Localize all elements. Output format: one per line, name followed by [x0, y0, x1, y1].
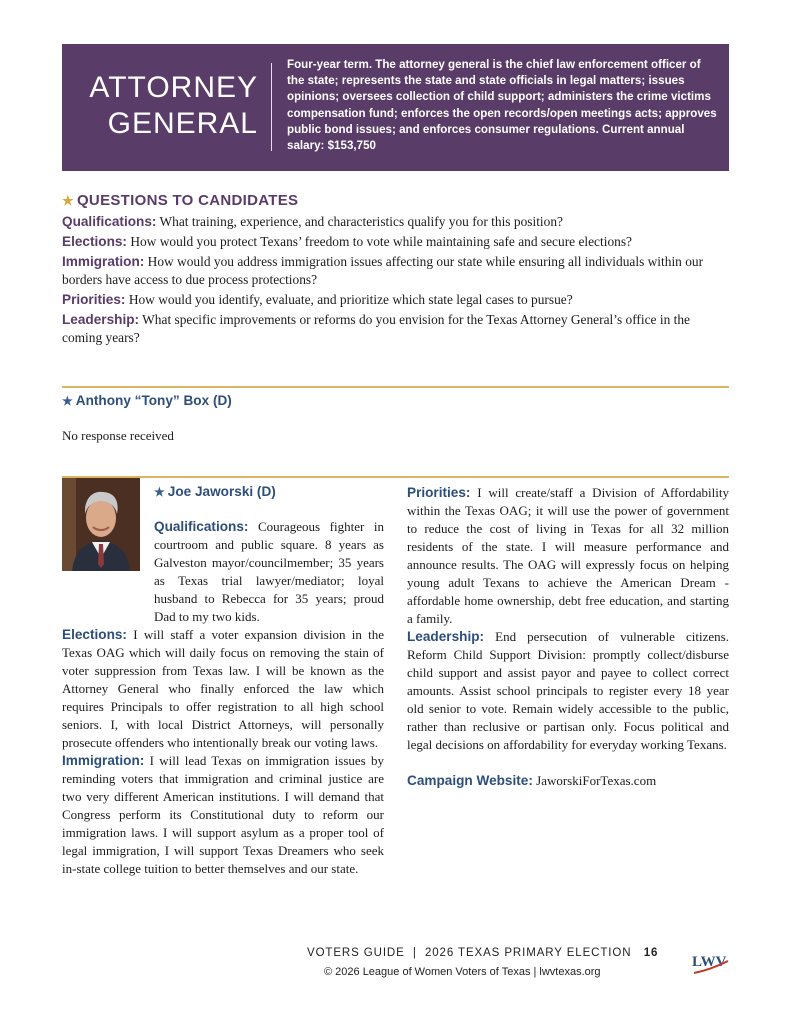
question-text: How would you identify, evaluate, and prioritize which state legal cases to pursue?	[125, 292, 573, 307]
office-title	[62, 70, 258, 142]
star-icon: ★	[62, 394, 73, 408]
answer-label: Qualifications:	[154, 519, 249, 534]
answer-text: Courageous fighter in courtroom and public square. 8 years as Galveston mayor/councilmember; 35 years as Texas trial lawyer/mediator; loyal husband to Rebecca for 35 years; proud Dad to my two kids.	[154, 519, 384, 624]
office-header	[62, 44, 729, 171]
star-icon: ★	[154, 485, 165, 499]
questions-heading-text: QUESTIONS TO CANDIDATES	[76, 192, 299, 209]
answer-priorities	[407, 484, 729, 628]
question-item	[62, 253, 732, 289]
question-label: Qualifications:	[62, 214, 157, 229]
section-divider	[62, 386, 729, 388]
questions-list	[62, 213, 732, 349]
question-item	[62, 213, 732, 231]
question-text: What training, experience, and characteristics qualify you for this position?	[156, 214, 563, 229]
question-text: How would you protect Texans’ freedom to vote while maintaining safe and secure elections?	[126, 234, 632, 249]
answer-label: Immigration:	[62, 753, 145, 768]
footer-copyright: © 2026 League of Women Voters of Texas | lwvtexas.org	[324, 966, 601, 978]
logo-text: LWV	[692, 954, 727, 970]
candidate1-name: Anthony “Tony” Box (D)	[75, 393, 232, 408]
star-icon: ★	[62, 193, 74, 208]
lwv-logo-icon	[690, 949, 730, 979]
page-number: 16	[643, 947, 659, 959]
campaign-website-link[interactable]: JaworskiForTexas.com	[536, 773, 657, 788]
answer-elections	[62, 626, 384, 752]
question-item	[62, 311, 732, 347]
question-text: What specific improvements or reforms do you envision for the Texas Attorney General’s office in the coming years?	[62, 312, 690, 345]
answer-label: Elections:	[62, 627, 127, 642]
candidate2-right-column	[407, 484, 729, 790]
question-label: Immigration:	[62, 254, 145, 269]
footer-guide	[307, 947, 658, 959]
campaign-website	[407, 772, 729, 790]
candidate1-response: No response received	[62, 428, 174, 443]
answer-qualifications	[62, 518, 384, 626]
office-title-line1: ATTORNEY	[89, 71, 258, 104]
question-label: Priorities:	[62, 292, 126, 307]
question-text: How would you address immigration issues affecting our state while ensuring all individuals within our borders have access to due process protections?	[62, 254, 704, 287]
header-divider	[271, 63, 272, 151]
section-divider	[62, 476, 729, 478]
lwv-logo	[690, 949, 730, 979]
answer-label: Campaign Website:	[407, 773, 533, 788]
answer-text: End persecution of vulnerable citizens. Reform Child Support Division: promptly collect/disburse child support and assist payor and payee to collect correct amounts. Assist school principals to register every 18 year old senior to vote. Remain widely accessible to the public, rather than reclusive or partisan only. Focus political and legal decisions on affordability for everyday working Texans.	[407, 629, 729, 752]
answer-text: I will create/staff a Division of Affordability within the Texas OAG; it will use the power of government to reduce the cost of living in Texas for all 32 million residents of the state. I will measure performance and announce results. The OAG will expressly focus on helping young adult Texans to achieve the American Dream - affordable home ownership, debt free education, and starting a family.	[407, 485, 729, 626]
question-item	[62, 291, 732, 309]
question-label: Elections:	[62, 234, 127, 249]
candidate-name	[154, 484, 276, 499]
footer-guide-text: VOTERS GUIDE | 2026 TEXAS PRIMARY ELECTION	[307, 947, 632, 959]
candidate2-name: Joe Jaworski (D)	[167, 484, 276, 499]
candidate-name	[62, 393, 232, 408]
question-item	[62, 233, 732, 251]
questions-heading	[62, 192, 298, 209]
answer-text: I will staff a voter expansion division in the Texas OAG which will daily focus on removing the stain of voter suppression from Texas law. I will be known as the Attorney General who finally enforced the law which requires Principals to offer registration to all high school seniors. I, with local District Attorneys, will personally prosecute offenders who intentionally break our voting laws.	[62, 627, 384, 750]
answer-immigration	[62, 752, 384, 878]
answer-label: Priorities:	[407, 485, 471, 500]
question-label: Leadership:	[62, 312, 140, 327]
answer-label: Leadership:	[407, 629, 485, 644]
office-description: Four-year term. The attorney general is the chief law enforcement officer of the state; represents the state and state officials in legal matters; issues opinions; oversees collection of child support; administers the crime victims compensation fund; enforces the open records/open meetings acts; approves public bond issues; and enforces consumer regulations. Current annual salary: $153,750	[287, 58, 717, 153]
answer-text: I will lead Texas on immigration issues by reminding voters that immigration and criminal justice are two very different American institutions. I will demand that Congress perform its Constitutional duty to reform our immigration laws. I will support asylum as a proper tool of legal immigration, I will support Texas Dreamers who seek in-state college tuition to better themselves and our state.	[62, 753, 384, 876]
office-title-line2: GENERAL	[107, 107, 258, 140]
candidate2-left-column	[62, 518, 384, 878]
answer-leadership	[407, 628, 729, 754]
